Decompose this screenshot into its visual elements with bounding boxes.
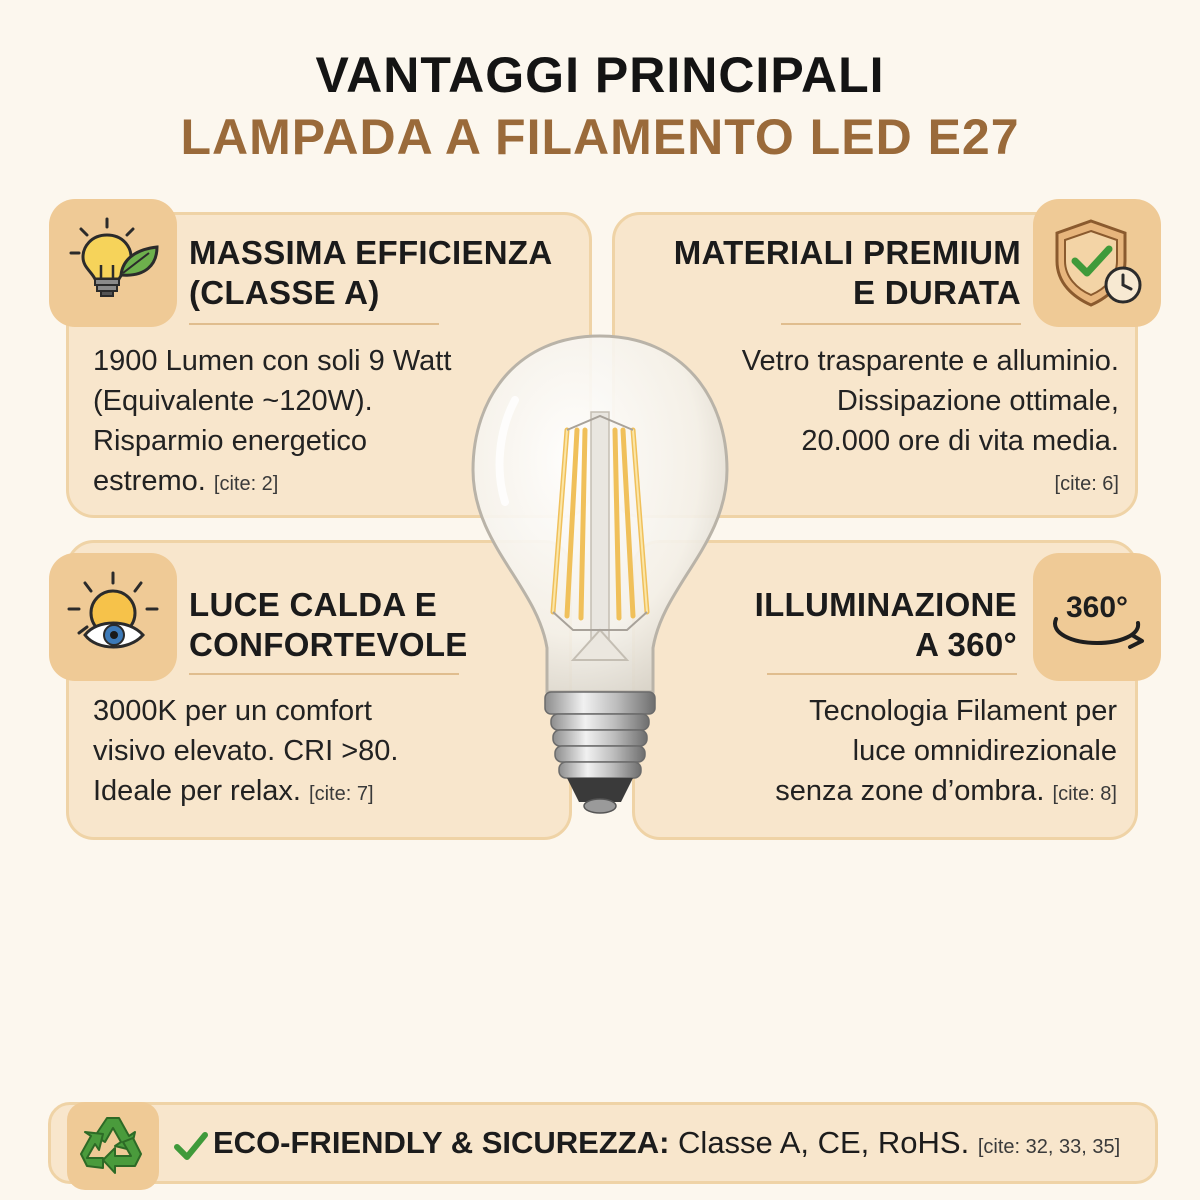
card-materials-icon-box — [1033, 199, 1161, 327]
card-efficiency-line: (Equivalente ~120W). — [93, 385, 373, 417]
lightbulb-leaf-icon — [63, 213, 163, 313]
card-warm-light-title-line1: LUCE CALDA E — [189, 586, 438, 623]
footer-label: ECO-FRIENDLY & SICUREZZA: — [213, 1125, 670, 1160]
card-warm-light-title-line2: CONFORTEVOLE — [189, 626, 468, 663]
card-360-divider — [767, 673, 1017, 675]
sun-eye-icon — [63, 567, 163, 667]
card-materials-line: Vetro trasparente e alluminio. — [741, 345, 1119, 377]
card-materials-line: 20.000 ore di vita media. — [801, 425, 1119, 457]
card-360-line: senza zone d’ombra. — [775, 775, 1045, 807]
card-efficiency-line: 1900 Lumen con soli 9 Watt — [93, 345, 452, 377]
card-materials-title — [625, 233, 1021, 313]
card-360-title-line2: A 360° — [915, 626, 1017, 663]
card-efficiency-title-line1: MASSIMA EFFICIENZA — [189, 234, 553, 271]
card-360-title-line1: ILLUMINAZIONE — [754, 586, 1017, 623]
recycle-icon — [77, 1110, 149, 1182]
footer-text — [213, 1125, 1120, 1161]
shield-check-clock-icon — [1047, 213, 1147, 313]
card-warm-light-cite: [cite: 7] — [309, 783, 374, 805]
card-360-line: Tecnologia Filament per — [809, 695, 1117, 727]
card-efficiency-cite: [cite: 2] — [213, 473, 279, 495]
footer-icon-box — [67, 1102, 159, 1190]
page-subtitle: LAMPADA A FILAMENTO LED E27 — [180, 109, 1020, 165]
card-efficiency-title-line2: (CLASSE A) — [189, 274, 380, 311]
rotate-360-icon — [1042, 567, 1152, 667]
page-title: VANTAGGI PRINCIPALI — [315, 47, 885, 103]
card-efficiency-icon-box — [49, 199, 177, 327]
card-warm-light-divider — [189, 673, 459, 675]
card-efficiency-line: estremo. — [93, 465, 206, 497]
card-360-icon-box — [1033, 553, 1161, 681]
rotate-360-label: 360° — [1065, 591, 1129, 624]
card-materials-title-line1: MATERIALI PREMIUM — [673, 234, 1021, 271]
footer-banner — [48, 1102, 1158, 1184]
card-materials-cite: [cite: 6] — [1054, 473, 1119, 495]
card-warm-light-line: Ideale per relax. — [93, 775, 301, 807]
card-efficiency-title — [189, 233, 589, 313]
card-360-line: luce omnidirezionale — [852, 735, 1117, 767]
card-materials-title-line2: E DURATA — [853, 274, 1021, 311]
led-filament-bulb-image — [455, 330, 745, 820]
card-efficiency-line: Risparmio energetico — [93, 425, 368, 457]
card-materials-divider — [781, 323, 1021, 325]
card-materials-line: Dissipazione ottimale, — [836, 385, 1119, 417]
card-efficiency-divider — [189, 323, 439, 325]
card-warm-light-icon-box — [49, 553, 177, 681]
card-warm-light-line: visivo elevato. CRI >80. — [93, 735, 399, 767]
footer-body: Classe A, CE, RoHS. — [678, 1125, 970, 1160]
checkmark-icon — [173, 1127, 209, 1163]
card-360-cite: [cite: 8] — [1052, 783, 1117, 805]
footer-cite: [cite: 32, 33, 35] — [977, 1136, 1121, 1158]
card-warm-light-line: 3000K per un comfort — [93, 695, 372, 727]
